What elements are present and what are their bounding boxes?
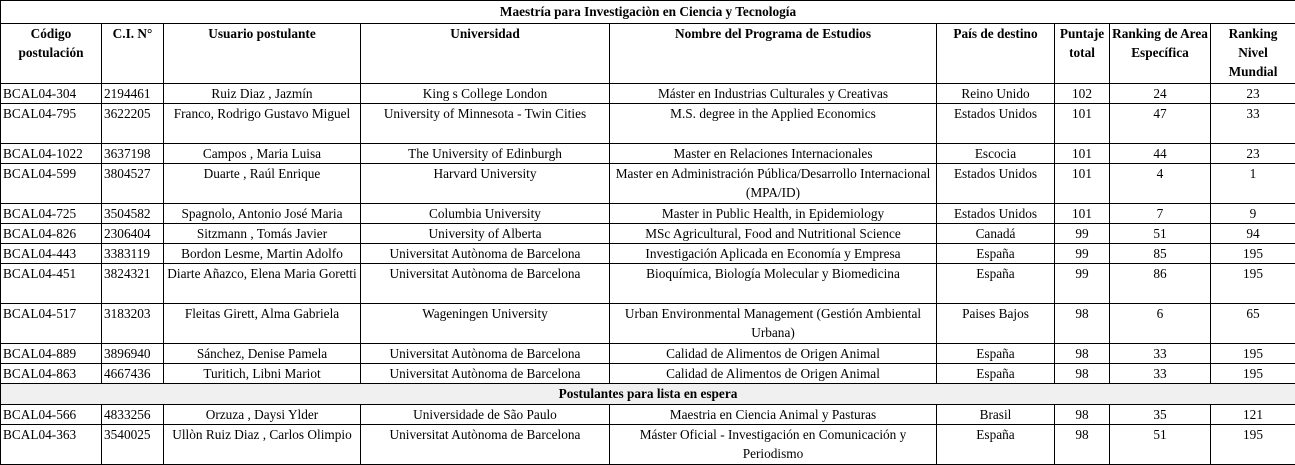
table-row [1,405,1295,425]
cell-usuario: Duarte , Raúl Enrique [164,164,361,204]
cell-codigo: BCAL04-795 [1,104,102,144]
table-title: Maestría para Investigaciòn en Ciencia y Tecnología [1,1,1295,24]
cell-ci: 4667436 [102,364,164,384]
cell-universidad: Universitat Autònoma de Barcelona [361,264,610,304]
cell-ci: 2194461 [102,84,164,104]
header-pais: País de destino [937,24,1055,84]
table-row [1,344,1295,364]
cell-ranking-area: 51 [1110,224,1211,244]
table-row [1,425,1295,465]
cell-codigo: BCAL04-863 [1,364,102,384]
waitlist-rows [1,405,1295,465]
cell-universidad: Wageningen University [361,304,610,344]
cell-ranking-area: 44 [1110,144,1211,164]
cell-ci: 3637198 [102,144,164,164]
table-row [1,304,1295,344]
cell-universidad: Universidade de São Paulo [361,405,610,425]
cell-universidad: Universitat Autònoma de Barcelona [361,344,610,364]
cell-ranking-area: 35 [1110,405,1211,425]
cell-ranking-mundial: 195 [1211,364,1295,384]
cell-usuario: Orzuza , Daysi Ylder [164,405,361,425]
cell-programa: M.S. degree in the Applied Economics [610,104,937,144]
table-row [1,224,1295,244]
cell-codigo: BCAL04-725 [1,204,102,224]
cell-pais: Estados Unidos [937,204,1055,224]
header-ranking-area: Ranking de Area Específica [1110,24,1211,84]
header-usuario: Usuario postulante [164,24,361,84]
cell-pais: España [937,264,1055,304]
table-row [1,204,1295,224]
cell-programa: Máster en Industrias Culturales y Creativas [610,84,937,104]
cell-programa: Calidad de Alimentos de Origen Animal [610,344,937,364]
cell-codigo: BCAL04-443 [1,244,102,264]
cell-codigo: BCAL04-566 [1,405,102,425]
cell-programa: Calidad de Alimentos de Origen Animal [610,364,937,384]
cell-codigo: BCAL04-363 [1,425,102,465]
cell-universidad: University of Alberta [361,224,610,244]
cell-ci: 3540025 [102,425,164,465]
cell-puntaje: 98 [1055,304,1110,344]
cell-programa: Master in Public Health, in Epidemiology [610,204,937,224]
header-ci: C.I. N° [102,24,164,84]
cell-usuario: Campos , Maria Luisa [164,144,361,164]
cell-ci: 3504582 [102,204,164,224]
cell-pais: España [937,344,1055,364]
cell-puntaje: 98 [1055,405,1110,425]
cell-puntaje: 99 [1055,264,1110,304]
cell-usuario: Ullòn Ruiz Diaz , Carlos Olimpio [164,425,361,465]
cell-pais: Estados Unidos [937,164,1055,204]
cell-ci: 3804527 [102,164,164,204]
cell-pais: España [937,244,1055,264]
table-row [1,264,1295,304]
cell-ranking-area: 86 [1110,264,1211,304]
cell-ranking-area: 24 [1110,84,1211,104]
table-row [1,104,1295,144]
cell-ranking-mundial: 1 [1211,164,1295,204]
table-row [1,84,1295,104]
cell-programa: Máster Oficial - Investigación en Comunicación y Periodismo [610,425,937,465]
cell-ci: 3383119 [102,244,164,264]
table-row [1,144,1295,164]
cell-ranking-area: 7 [1110,204,1211,224]
cell-puntaje: 101 [1055,164,1110,204]
cell-pais: Estados Unidos [937,104,1055,144]
cell-ranking-mundial: 195 [1211,244,1295,264]
table-row [1,364,1295,384]
cell-pais: Brasil [937,405,1055,425]
cell-usuario: Sitzmann , Tomás Javier [164,224,361,244]
cell-usuario: Ruiz Diaz , Jazmín [164,84,361,104]
cell-ranking-mundial: 195 [1211,425,1295,465]
cell-codigo: BCAL04-826 [1,224,102,244]
cell-puntaje: 101 [1055,104,1110,144]
cell-programa: Bioquímica, Biología Molecular y Biomedicina [610,264,937,304]
main-rows [1,84,1295,384]
header-codigo: Código postulación [1,24,102,84]
cell-pais: Canadá [937,224,1055,244]
cell-codigo: BCAL04-889 [1,344,102,364]
cell-ranking-area: 6 [1110,304,1211,344]
cell-ranking-mundial: 9 [1211,204,1295,224]
cell-codigo: BCAL04-1022 [1,144,102,164]
cell-universidad: King s College London [361,84,610,104]
cell-universidad: The University of Edinburgh [361,144,610,164]
cell-programa: Maestria en Ciencia Animal y Pasturas [610,405,937,425]
cell-ci: 3896940 [102,344,164,364]
cell-ci: 3824321 [102,264,164,304]
cell-usuario: Spagnolo, Antonio José Maria [164,204,361,224]
header-universidad: Universidad [361,24,610,84]
cell-puntaje: 101 [1055,204,1110,224]
cell-pais: Escocia [937,144,1055,164]
table-row [1,164,1295,204]
cell-pais: Reino Unido [937,84,1055,104]
cell-programa: Master en Administración Pública/Desarrollo Internacional (MPA/ID) [610,164,937,204]
cell-pais: España [937,425,1055,465]
cell-usuario: Bordon Lesme, Martin Adolfo [164,244,361,264]
table-row [1,244,1295,264]
cell-ranking-area: 33 [1110,344,1211,364]
cell-universidad: University of Minnesota - Twin Cities [361,104,610,144]
cell-ranking-area: 51 [1110,425,1211,465]
cell-programa: MSc Agricultural, Food and Nutritional Science [610,224,937,244]
cell-usuario: Diarte Añazco, Elena Maria Goretti [164,264,361,304]
cell-ranking-mundial: 23 [1211,84,1295,104]
cell-ci: 2306404 [102,224,164,244]
cell-codigo: BCAL04-304 [1,84,102,104]
cell-ranking-area: 4 [1110,164,1211,204]
cell-usuario: Turitich, Libni Mariot [164,364,361,384]
cell-pais: España [937,364,1055,384]
cell-codigo: BCAL04-599 [1,164,102,204]
waitlist-title: Postulantes para lista en espera [1,384,1295,405]
cell-puntaje: 102 [1055,84,1110,104]
cell-ranking-mundial: 195 [1211,264,1295,304]
cell-programa: Master en Relaciones Internacionales [610,144,937,164]
cell-ci: 3622205 [102,104,164,144]
cell-codigo: BCAL04-451 [1,264,102,304]
cell-ranking-mundial: 23 [1211,144,1295,164]
cell-programa: Urban Environmental Management (Gestión Ambiental Urbana) [610,304,937,344]
header-programa: Nombre del Programa de Estudios [610,24,937,84]
cell-puntaje: 99 [1055,244,1110,264]
cell-universidad: Columbia University [361,204,610,224]
cell-ranking-area: 47 [1110,104,1211,144]
header-row [1,24,1295,84]
cell-puntaje: 98 [1055,425,1110,465]
cell-ranking-mundial: 33 [1211,104,1295,144]
cell-codigo: BCAL04-517 [1,304,102,344]
cell-puntaje: 99 [1055,224,1110,244]
cell-ranking-area: 33 [1110,364,1211,384]
cell-universidad: Universitat Autònoma de Barcelona [361,244,610,264]
cell-puntaje: 101 [1055,144,1110,164]
cell-ranking-area: 85 [1110,244,1211,264]
cell-pais: Paises Bajos [937,304,1055,344]
cell-universidad: Universitat Autònoma de Barcelona [361,425,610,465]
cell-ci: 4833256 [102,405,164,425]
cell-usuario: Franco, Rodrigo Gustavo Miguel [164,104,361,144]
cell-ranking-mundial: 94 [1211,224,1295,244]
header-puntaje: Puntaje total [1055,24,1110,84]
header-ranking-mundial: Ranking Nivel Mundial [1211,24,1295,84]
cell-programa: Investigación Aplicada en Economía y Empresa [610,244,937,264]
cell-universidad: Universitat Autònoma de Barcelona [361,364,610,384]
cell-puntaje: 98 [1055,344,1110,364]
cell-ranking-mundial: 195 [1211,344,1295,364]
cell-ranking-mundial: 65 [1211,304,1295,344]
cell-ranking-mundial: 121 [1211,405,1295,425]
cell-puntaje: 98 [1055,364,1110,384]
cell-usuario: Sánchez, Denise Pamela [164,344,361,364]
cell-ci: 3183203 [102,304,164,344]
cell-universidad: Harvard University [361,164,610,204]
cell-usuario: Fleitas Girett, Alma Gabriela [164,304,361,344]
